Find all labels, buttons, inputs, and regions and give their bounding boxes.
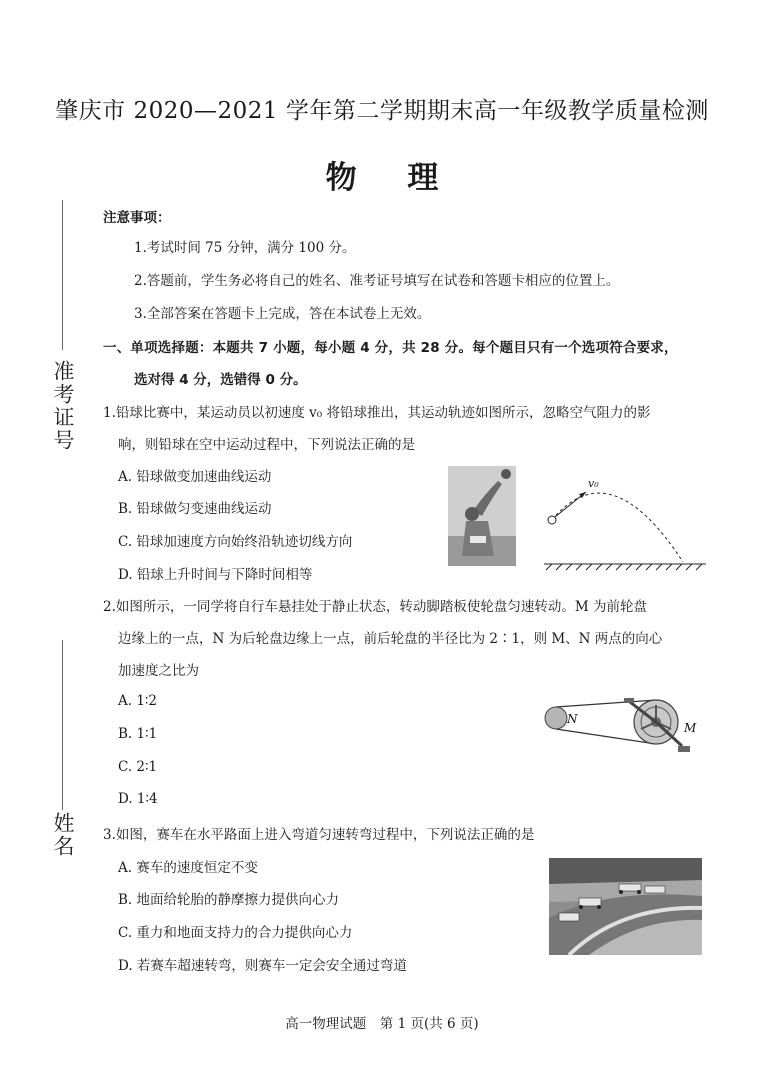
rear-sprocket <box>545 707 567 729</box>
question-stem: 响，则铅球在空中运动过程中，下列说法正确的是 <box>118 437 415 453</box>
point-n-label: N <box>567 712 578 726</box>
question-stem: 2.如图所示，一同学将自行车悬挂处于静止状态，转动脚踏板使轮盘匀速转动。M 为前轮盘 <box>103 599 647 615</box>
trajectory-diagram <box>540 470 710 578</box>
shot-put-photo <box>448 466 516 566</box>
ground-hatch <box>546 564 702 570</box>
page-footer: 高一物理试题 第 1 页(共 6 页) <box>285 1016 479 1032</box>
margin-line-top <box>62 200 63 350</box>
option-c: C. 重力和地面支持力的合力提供向心力 <box>118 925 353 941</box>
exam-id-label: 准考证号 <box>51 360 75 452</box>
question-stem: 边缘上的一点，N 为后轮盘边缘上一点，前后轮盘的半径比为 2∶1，则 M、N 两点的向心 <box>118 631 663 647</box>
question-stem: 1.铅球比赛中，某运动员以初速度 v₀ 将铅球推出，其运动轨迹如图所示，忽略空气阻力的影 <box>103 405 651 421</box>
option-d: D. 铅球上升时间与下降时间相等 <box>118 567 313 583</box>
subject-title: 物 理 <box>325 160 459 196</box>
option-d: D. 若赛车超速转弯，则赛车一定会安全通过弯道 <box>118 958 407 974</box>
option-a: A. 赛车的速度恒定不变 <box>118 860 258 876</box>
question-stem: 加速度之比为 <box>118 663 199 679</box>
notice-item: 3.全部答案在答题卡上完成，答在本试卷上无效。 <box>134 306 431 322</box>
notice-item: 1.考试时间 75 分钟，满分 100 分。 <box>134 240 356 256</box>
point-m-label: M <box>684 721 697 735</box>
exam-title: 肇庆市 2020—2021 学年第二学期期末高一年级教学质量检测 <box>55 98 709 124</box>
chain-wheel-diagram <box>538 696 710 760</box>
option-c: C. 2∶1 <box>118 759 158 775</box>
option-d: D. 1∶4 <box>118 791 158 807</box>
option-a: A. 铅球做变加速曲线运动 <box>118 469 272 485</box>
notice-item: 2.答题前，学生务必将自己的姓名、准考证号填写在试卷和答题卡相应的位置上。 <box>134 273 620 289</box>
v0-label: v₀ <box>588 477 599 490</box>
race-car-photo <box>549 858 702 955</box>
option-c: C. 铅球加速度方向始终沿轨迹切线方向 <box>118 534 353 550</box>
notice-heading: 注意事项： <box>103 210 171 226</box>
section-heading: 一、单项选择题：本题共 7 小题，每小题 4 分，共 28 分。每个题目只有一个选项符合要求， <box>103 340 678 356</box>
name-label: 姓名 <box>51 812 75 858</box>
shot-ball <box>548 516 556 524</box>
option-a: A. 1∶2 <box>118 693 158 709</box>
section-heading-cont: 选对得 4 分，选错得 0 分。 <box>134 372 307 388</box>
option-b: B. 铅球做匀变速曲线运动 <box>118 501 272 517</box>
margin-line-mid <box>62 640 63 810</box>
option-b: B. 地面给轮胎的静摩擦力提供向心力 <box>118 892 340 908</box>
question-stem: 3.如图，赛车在水平路面上进入弯道匀速转弯过程中，下列说法正确的是 <box>103 827 535 843</box>
option-b: B. 1∶1 <box>118 726 158 742</box>
